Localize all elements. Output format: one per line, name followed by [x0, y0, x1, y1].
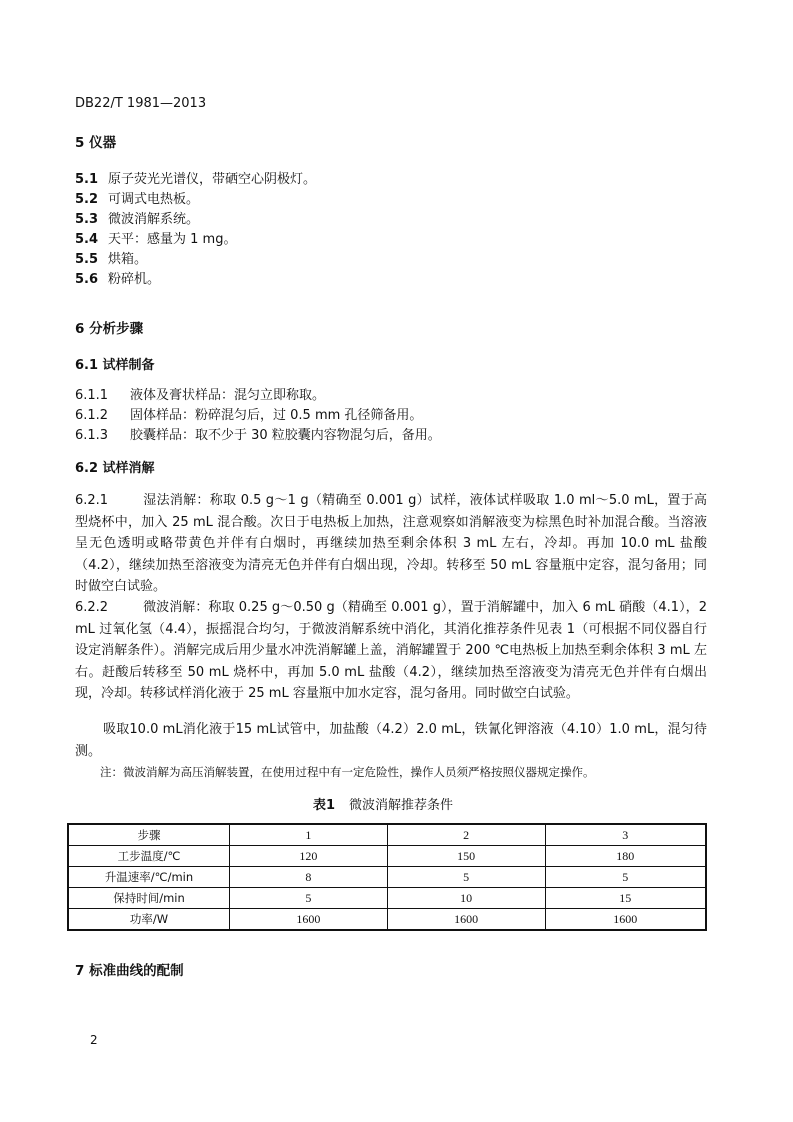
section-5-list [75, 170, 316, 290]
table-row [68, 909, 706, 931]
table-cell: 15 [545, 888, 706, 909]
table-header-row [68, 824, 706, 846]
list-item: 5.4 天平：感量为 1 mg。 [75, 232, 237, 247]
section-6-1-title: 6.1 试样制备 [75, 358, 155, 373]
header-cell: 步骤 [68, 824, 230, 846]
header-cell: 1 [230, 824, 388, 846]
list-item: 6.1.2 固体样品：粉碎混匀后，过 0.5 mm 孔径筛备用。 [75, 408, 423, 423]
table-cell: 150 [387, 846, 545, 867]
header-cell: 3 [545, 824, 706, 846]
standard-number: DB22/T 1981—2013 [75, 96, 207, 111]
table-cell: 1600 [230, 909, 388, 931]
table-row [68, 888, 706, 909]
list-item: 6.1.1 液体及膏状样品：混匀立即称取。 [75, 388, 326, 403]
list-item: 5.3 微波消解系统。 [75, 212, 200, 227]
page-number: 2 [90, 1033, 98, 1047]
section-7-title: 7 标准曲线的配制 [75, 963, 184, 979]
row-label: 保持时间/min [68, 888, 230, 909]
table-cell: 5 [230, 888, 388, 909]
table-cell: 1600 [545, 909, 706, 931]
list-item: 6.1.3 胶囊样品：取不少于 30 粒胶囊内容物混匀后，备用。 [75, 428, 441, 443]
paragraph-sample-prep: 吸取10.0 mL消化液于15 mL试管中，加盐酸（4.2）2.0 mL，铁氰化钾溶液（4.10）1.0 mL，混匀待测。 [75, 722, 707, 759]
section-6-title: 6 分析步骤 [75, 321, 144, 337]
table-cell: 10 [387, 888, 545, 909]
section-6-1-list [75, 386, 441, 446]
table-cell: 8 [230, 867, 388, 888]
table-cell: 5 [387, 867, 545, 888]
table-caption [313, 794, 453, 813]
table-cell: 180 [545, 846, 706, 867]
table-row [68, 846, 706, 867]
section-5-title: 5 仪器 [75, 135, 117, 151]
table-number: 表1 [313, 798, 336, 813]
table-cell: 1600 [387, 909, 545, 931]
list-item: 5.6 粉碎机。 [75, 272, 161, 287]
table-row [68, 867, 706, 888]
list-item: 5.1 原子荧光光谱仪，带硒空心阴极灯。 [75, 172, 317, 187]
row-label: 升温速率/℃/min [68, 867, 230, 888]
row-label: 工步温度/℃ [68, 846, 230, 867]
table-cell: 120 [230, 846, 388, 867]
digestion-conditions-table [67, 823, 707, 931]
table-cell: 5 [545, 867, 706, 888]
paragraph-6-2-1: 6.2.1 湿法消解：称取 0.5 g～1 g（精确至 0.001 g）试样，液体试样吸取 1.0 ml～5.0 mL，置于高型烧杯中，加入 25 mL 混合酸。次日于电热板上加热，注意观察如消解液变为棕黑色时补加混合酸。当溶液呈无色透明或略带黄色并伴有白烟时，再继续加热至剩余体积 3 mL 左右，冷却。再加 10.0 mL 盐酸（4.2），继续加热至溶液变为清亮无色并伴有白烟出现，冷却。转移至 50 mL 容量瓶中定容，混匀备用；同时做空白试验。 [75, 493, 707, 594]
list-item: 5.2 可调式电热板。 [75, 192, 200, 207]
table-title: 微波消解推荐条件 [349, 798, 454, 813]
note: 注：微波消解为高压消解装置，在使用过程中有一定危险性，操作人员须严格按照仪器规定操作。 [100, 765, 595, 779]
section-6-2-title: 6.2 试样消解 [75, 461, 155, 476]
header-cell: 2 [387, 824, 545, 846]
row-label: 功率/W [68, 909, 230, 931]
paragraph-6-2-2: 6.2.2 微波消解：称取 0.25 g～0.50 g（精确至 0.001 g），置于消解罐中，加入 6 mL 硝酸（4.1），2 mL 过氧化氢（4.4），振摇混合均匀，于微波消解系统中消化，其消化推荐条件见表 1（可根据不同仪器自行设定消解条件）。消解完成后用少量水冲洗消解罐上盖，消解罐置于 200 ℃电热板上加热至剩余体积 3 mL 左右。赶酸后转移至 50 mL 烧杯中，再加 5.0 mL 盐酸（4.2），继续加热至溶液变为清亮无色并伴有白烟出现，冷却。转移试样消化液于 25 mL 容量瓶中加水定容，混匀备用。同时做空白试验。 [75, 600, 707, 701]
list-item: 5.5 烘箱。 [75, 252, 148, 267]
